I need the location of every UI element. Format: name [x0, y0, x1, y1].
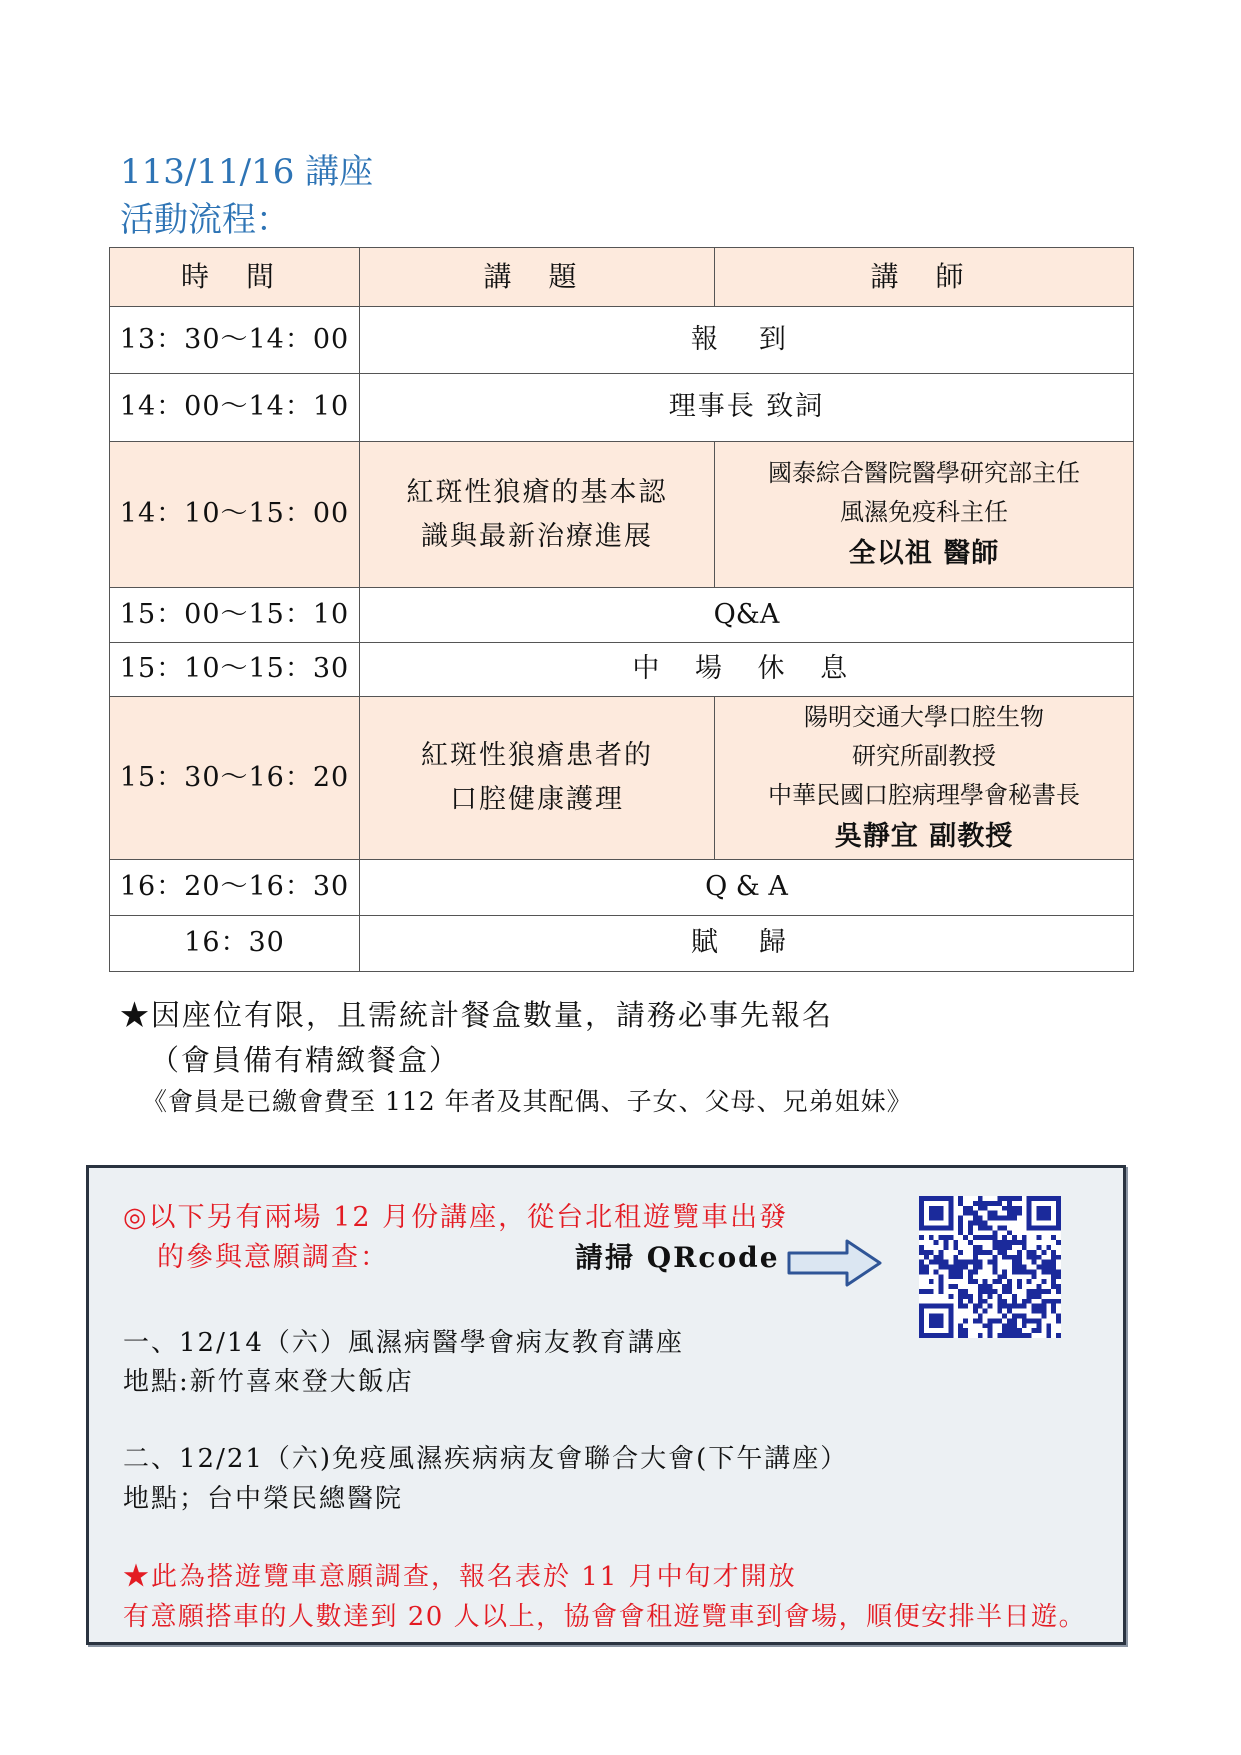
- row-time: 14：00～14：10: [110, 374, 360, 442]
- speaker-title: 陽明交通大學口腔生物: [804, 702, 1044, 731]
- row-time: 14：10～15：00: [110, 442, 360, 588]
- table-row: [110, 442, 1134, 588]
- speaker-title: 中華民國口腔病理學會秘書長: [768, 780, 1080, 809]
- row-topic: 理事長 致詞: [360, 374, 1134, 442]
- header-topic: 講 題: [360, 248, 715, 307]
- table-row: [110, 643, 1134, 697]
- row-topic: Q & A: [360, 860, 1134, 916]
- survey-box: [86, 1165, 1126, 1645]
- speaker-title: 風濕免疫科主任: [840, 497, 1008, 526]
- warning-note: ★此為搭遊覽車意願調查，報名表於 11 月中旬才開放: [123, 1562, 797, 1592]
- qr-code[interactable]: [919, 1196, 1061, 1338]
- survey-intro-cont: 的參與意願調查：: [157, 1242, 389, 1273]
- topic-line: 識與最新治療進展: [421, 520, 653, 552]
- member-note: 《會員是已繳會費至 112 年者及其配偶、子女、父母、兄弟姐妹》: [142, 1087, 913, 1116]
- registration-note: ★因座位有限，且需統計餐盒數量，請務必事先報名: [120, 998, 834, 1032]
- row-speaker: [715, 697, 1134, 860]
- row-time: 15：10～15：30: [110, 643, 360, 697]
- survey-intro: ◎以下另有兩場 12 月份講座，從台北租遊覽車出發: [123, 1202, 789, 1233]
- header-time: 時 間: [110, 248, 360, 307]
- row-speaker: [715, 442, 1134, 588]
- meal-note: （會員備有精緻餐盒）: [150, 1043, 461, 1077]
- row-topic: 中 場 休 息: [360, 643, 1134, 697]
- schedule-table: [109, 247, 1134, 972]
- row-time: 15：00～15：10: [110, 588, 360, 643]
- table-row: [110, 374, 1134, 442]
- speaker-title: 研究所副教授: [852, 741, 996, 770]
- page-title: 113/11/16 講座: [120, 152, 374, 192]
- topic-line: 紅斑性狼瘡患者的: [421, 740, 653, 771]
- arrow-right-icon: [785, 1238, 885, 1288]
- table-row: [110, 588, 1134, 643]
- row-time: 13：30～14：00: [110, 307, 360, 374]
- table-row: [110, 307, 1134, 374]
- topic-line: 紅斑性狼瘡的基本認: [406, 476, 668, 508]
- topic-line: 口腔健康護理: [450, 784, 624, 815]
- event-1-place: 地點:新竹喜來登大飯店: [123, 1367, 414, 1397]
- row-time: 16：30: [110, 916, 360, 972]
- row-topic: [360, 442, 715, 588]
- speaker-title: 國泰綜合醫院醫學研究部主任: [768, 458, 1080, 487]
- event-2-place: 地點；台中榮民總醫院: [123, 1484, 404, 1514]
- row-time: 15：30～16：20: [110, 697, 360, 860]
- table-row: [110, 860, 1134, 916]
- row-time: 16：20～16：30: [110, 860, 360, 916]
- row-topic: 賦 歸: [360, 916, 1134, 972]
- row-topic: 報 到: [360, 307, 1134, 374]
- table-header-row: [110, 248, 1134, 307]
- event-2: 二、12/21（六)免疫風濕疾病病友會聯合大會(下午講座）: [123, 1444, 849, 1474]
- warning-note-detail: 有意願搭車的人數達到 20 人以上，協會會租遊覽車到會場，順便安排半日遊。: [123, 1602, 1087, 1632]
- speaker-name: 吳靜宜 副教授: [834, 820, 1014, 852]
- page-subtitle: 活動流程：: [120, 200, 290, 240]
- row-topic: [360, 697, 715, 860]
- table-row: [110, 916, 1134, 972]
- event-1: 一、12/14（六）風濕病醫學會病友教育講座: [123, 1328, 684, 1358]
- header-speaker: 講 師: [715, 248, 1134, 307]
- table-row: [110, 697, 1134, 860]
- row-topic: Q&A: [360, 588, 1134, 643]
- speaker-name: 全以祖 醫師: [848, 537, 1000, 569]
- qr-label: 請掃 QRcode: [575, 1241, 780, 1274]
